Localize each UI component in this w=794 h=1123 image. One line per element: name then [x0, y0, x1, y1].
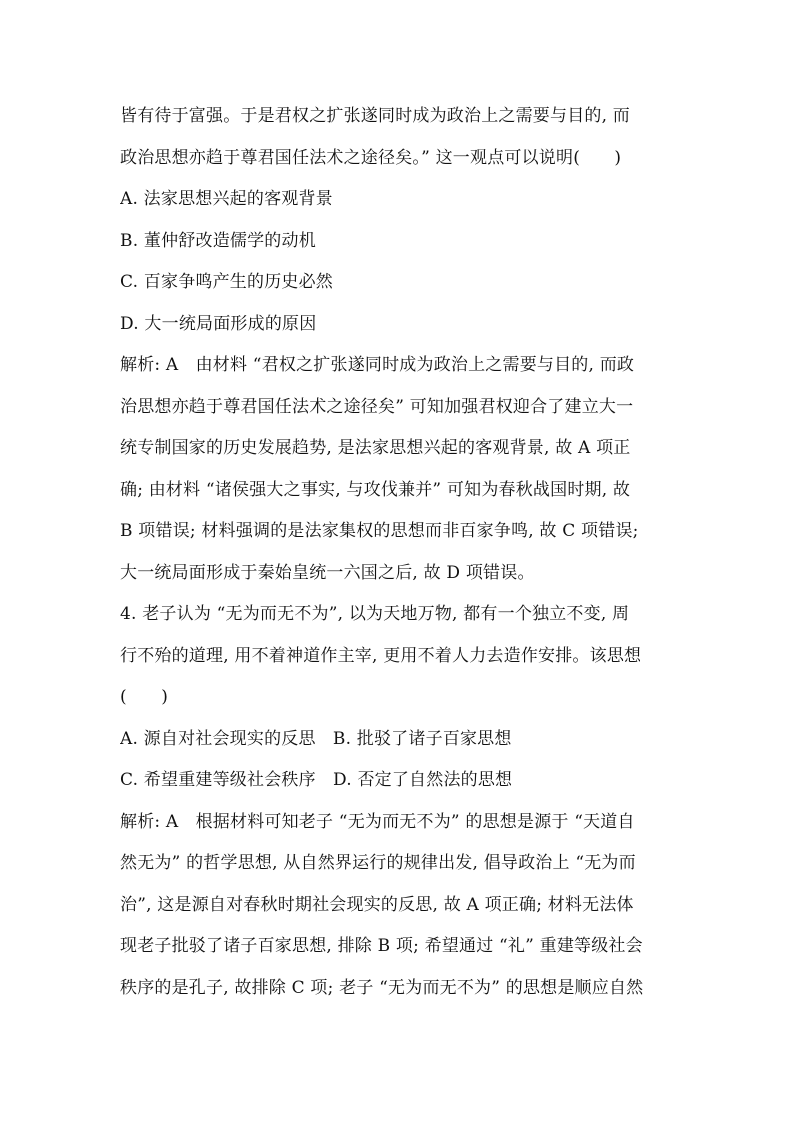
text-line-2: 政治思想亦趋于尊君国任法术之途径矣。” 这一观点可以说明( ) — [120, 147, 622, 168]
question-4-line-2: 行不殆的道理, 用不着神道作主宰, 更用不着人力去造作安排。该思想 — [120, 645, 642, 666]
option-d: D. 大一统局面形成的原因 — [120, 313, 317, 334]
analysis2-line-3: 治”, 这是源自对春秋时期社会现实的反思, 故 A 项正确; 材料无法体 — [120, 894, 634, 915]
analysis-line-6: 大一统局面形成于秦始皇统一六国之后, 故 D 项错误。 — [120, 562, 535, 583]
question-4-line-3: ( ) — [120, 687, 169, 707]
analysis2-line-4: 现老子批驳了诸子百家思想, 排除 B 项; 希望通过 “礼” 重建等级社会 — [120, 936, 643, 956]
option-a: A. 法家思想兴起的客观背景 — [120, 189, 333, 209]
text-line-1: 皆有待于富强。于是君权之扩张遂同时成为政治上之需要与目的, 而 — [120, 106, 631, 126]
options-ab: A. 源自对社会现实的反思 B. 批驳了诸子百家思想 — [120, 728, 512, 749]
analysis2-line-2: 然无为” 的哲学思想, 从自然界运行的规律出发, 倡导政治上 “无为而 — [120, 853, 636, 873]
document-page — [120, 96, 680, 1009]
analysis-line-5: B 项错误; 材料强调的是法家集权的思想而非百家争鸣, 故 C 项错误; — [120, 521, 639, 541]
analysis-line-4: 确; 由材料 “诸侯强大之事实, 与攻伐兼并” 可知为春秋战国时期, 故 — [120, 479, 631, 500]
option-b: B. 董仲舒改造儒学的动机 — [120, 230, 316, 251]
analysis2-line-5: 秩序的是孔子, 故排除 C 项; 老子 “无为而无不为” 的思想是顺应自然 — [120, 977, 644, 998]
analysis-line-2: 治思想亦趋于尊君国任法术之途径矣” 可知加强君权迎合了建立大一 — [120, 396, 634, 417]
analysis-line-3: 统专制国家的历史发展趋势, 是法家思想兴起的客观背景, 故 A 项正 — [120, 438, 631, 458]
question-4-line-1: 4. 老子认为 “无为而无不为”, 以为天地万物, 都有一个独立不变, 周 — [120, 604, 630, 624]
analysis-line-1: 解析: A 由材料 “君权之扩张遂同时成为政治上之需要与目的, 而政 — [120, 355, 635, 375]
options-cd: C. 希望重建等级社会秩序 D. 否定了自然法的思想 — [120, 770, 513, 790]
option-c: C. 百家争鸣产生的历史必然 — [120, 272, 334, 292]
analysis2-line-1: 解析: A 根据材料可知老子 “无为而无不为” 的思想是源于 “天道自 — [120, 811, 635, 832]
